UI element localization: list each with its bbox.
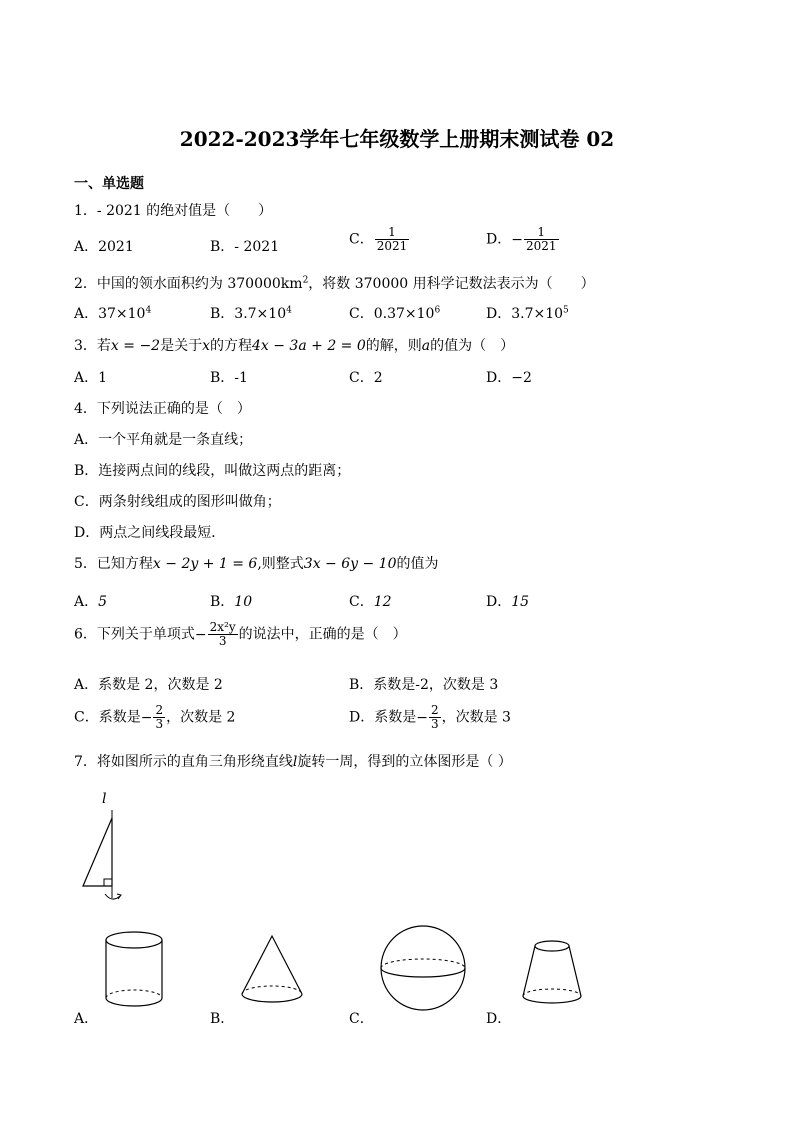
question-4-option-c: C．两条射线组成的图形叫做角； [74, 494, 281, 510]
option-text: ，次数是 3 [441, 709, 511, 726]
denominator: 2021 [525, 239, 557, 253]
question-2-option-c [349, 303, 440, 323]
question-7-stem [74, 751, 512, 771]
question-5-stem [74, 553, 439, 573]
option-value: 15 [511, 594, 530, 610]
option-text: D．3.7×10 [486, 306, 564, 322]
question-6-stem [74, 621, 407, 648]
question-1-option-a: A．2021 [74, 239, 134, 255]
question-1-option-b: B．- 2021 [210, 239, 280, 255]
option-label: D． [486, 594, 512, 610]
option-text: D．系数是 [349, 709, 417, 726]
option-label: A． [74, 594, 99, 610]
stem-text: 的值为 [396, 556, 439, 572]
question-5-option-d [486, 591, 529, 611]
denominator: 3 [430, 717, 439, 731]
question-4-option-b: B．连接两点间的线段，叫做这两点的距离； [74, 463, 351, 479]
math-variable: a [421, 338, 431, 354]
math-expression: 3x − 6y − 10 [303, 556, 397, 572]
stem-text: 的方程 [210, 338, 252, 354]
question-7-option-d: D． [486, 1011, 512, 1027]
option-value: 12 [373, 594, 392, 610]
question-2-stem [74, 273, 595, 293]
question-7-option-b: B． [210, 1011, 235, 1027]
question-2-option-b [210, 303, 292, 323]
option-text: ，次数是 2 [166, 709, 236, 726]
question-3-option-a: A．1 [74, 370, 108, 386]
question-3-option-b: B．-1 [210, 370, 248, 386]
question-1-stem: 1．- 2021 的绝对值是（ ） [74, 203, 273, 219]
numerator: 2 [430, 703, 439, 717]
question-5-option-a [74, 591, 107, 611]
option-label: C． [349, 231, 374, 248]
stem-text: 的说法中，正确的是（ ） [238, 626, 407, 643]
denominator: 3 [155, 717, 164, 731]
cylinder-figure [104, 930, 166, 1010]
stem-text: 6．下列关于单项式 [74, 626, 195, 643]
question-7-option-c: C． [349, 1011, 374, 1027]
question-4-option-d: D．两点之间线段最短． [74, 525, 226, 541]
question-1-option-c [349, 226, 410, 253]
question-3-stem [74, 335, 514, 355]
exponent: 5 [563, 305, 569, 316]
axis-label: l [102, 791, 107, 807]
stem-text: 5．已知方程 [74, 556, 153, 572]
superscript: 2 [302, 275, 309, 286]
triangle [83, 818, 112, 886]
question-6-option-c [74, 704, 235, 731]
minus-sign: − [416, 709, 428, 726]
math-expression: x − 2y + 1 = 6 [152, 556, 258, 572]
minus-sign: − [511, 231, 523, 248]
exponent: 6 [434, 305, 441, 316]
question-3-option-c: C．2 [349, 370, 383, 386]
right-triangle-figure [80, 810, 130, 910]
question-6-option-d [349, 704, 511, 731]
fraction [524, 226, 559, 253]
option-text: C．0.37×10 [349, 306, 435, 322]
right-angle-mark [104, 879, 112, 886]
question-6-option-b: B．系数是-2，次数是 3 [349, 677, 499, 693]
stem-text: ，将数 370000 用科学记数法表示为（ ） [308, 276, 595, 292]
option-label: C． [349, 594, 374, 610]
minus-sign: − [140, 709, 153, 726]
question-2-option-d [486, 303, 569, 323]
option-value: 5 [98, 594, 108, 610]
option-label: D． [486, 231, 512, 248]
denominator: 2021 [376, 239, 408, 253]
numerator: 1 [375, 226, 410, 240]
stem-text: 7．将如图所示的直角三角形绕直线 [74, 754, 293, 770]
option-text: B．3.7×10 [210, 306, 287, 322]
question-4-stem: 4．下列说法正确的是（ ） [74, 401, 251, 417]
fraction [153, 704, 165, 731]
question-5-option-c [349, 591, 392, 611]
frustum-figure [520, 938, 586, 1012]
option-text: C．系数是 [74, 709, 141, 726]
numerator: 2 [155, 703, 164, 717]
stem-text: 旋转一周，得到的立体图形是（ ） [297, 754, 512, 770]
option-label: B． [210, 594, 235, 610]
math-expression: x = −2 [110, 338, 161, 354]
option-text: A．37×10 [74, 306, 146, 322]
exponent: 4 [286, 305, 292, 316]
stem-text: 3．若 [74, 338, 111, 354]
math-expression: 4x − 3a + 2 = 0 [252, 338, 366, 354]
page-title: 2022-2023学年七年级数学上册期末测试卷 02 [179, 127, 615, 151]
math-variable: l [292, 754, 298, 770]
fraction [429, 704, 441, 731]
stem-text: 的解，则 [365, 338, 422, 354]
denominator: 3 [218, 634, 227, 648]
numerator: 2x²y [209, 620, 236, 634]
question-5-option-b [210, 591, 252, 611]
question-3-option-d: D．−2 [486, 370, 532, 386]
stem-text: 是关于 [160, 338, 203, 354]
minus-sign: − [194, 626, 207, 643]
question-4-option-a: A．一个平角就是一条直线； [74, 432, 253, 448]
option-value: 10 [234, 594, 253, 610]
question-1-option-d [486, 226, 560, 253]
numerator: 1 [524, 226, 559, 240]
fraction [375, 226, 410, 253]
question-2-option-a [74, 303, 151, 323]
fraction [208, 621, 238, 648]
exponent: 4 [145, 305, 152, 316]
stem-text: 的值为（ ） [430, 338, 515, 354]
cone-figure [240, 934, 306, 1010]
stem-text: ,则整式 [257, 556, 304, 572]
question-6-option-a: A．系数是 2，次数是 2 [74, 677, 223, 693]
stem-text: 2．中国的领水面积约为 370000km [74, 276, 303, 292]
math-variable: x [202, 338, 210, 354]
sphere-figure [379, 928, 469, 1008]
section-heading: 一、单选题 [74, 176, 144, 192]
question-7-option-a: A． [74, 1011, 99, 1027]
